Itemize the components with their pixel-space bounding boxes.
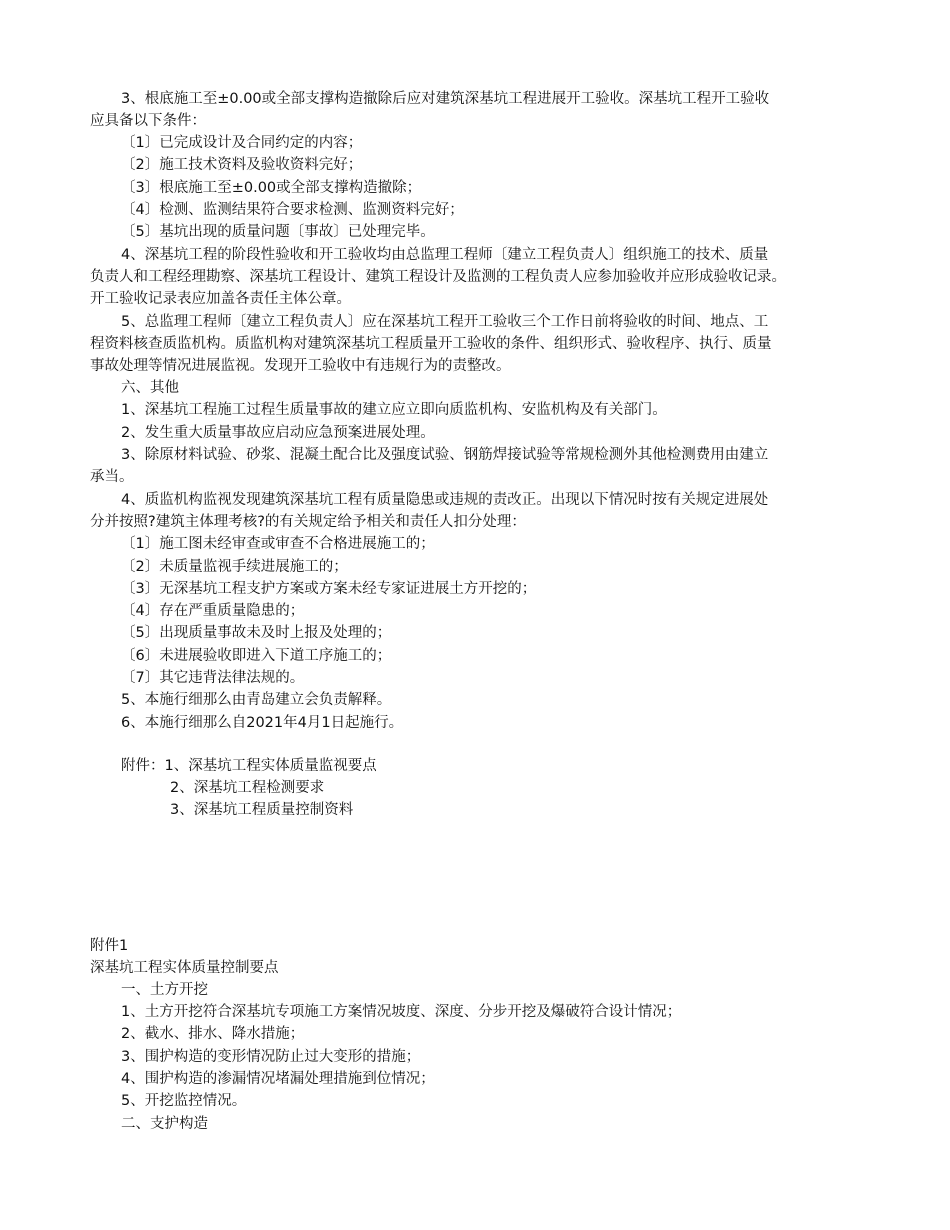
paragraph-line: 开工验收记录表应加盖各责任主体公章。 xyxy=(90,291,351,307)
violation-item: 〔2〕未质量监视手续进展施工的； xyxy=(121,559,348,575)
paragraph-line: 分并按照?建筑主体理考核?的有关规定给予相关和责任人扣分处理： xyxy=(90,514,526,530)
violation-item: 〔4〕存在严重质量隐患的； xyxy=(121,603,305,619)
list-item: 1、土方开挖符合深基坑专项施工方案情况坡度、深度、分步开挖及爆破符合设计情况； xyxy=(121,1004,682,1020)
attachment-item: 2、深基坑工程检测要求 xyxy=(170,780,325,796)
list-item: 3、围护构造的变形情况防止过大变形的措施； xyxy=(121,1049,421,1065)
list-item: 5、本施行细那么由青岛建立会负责解释。 xyxy=(121,692,392,708)
paragraph-line: 承当。 xyxy=(90,469,134,485)
section-heading: 六、其他 xyxy=(121,380,179,396)
paragraph-line: 3、根底施工至±0.00或全部支撑构造撤除后应对建筑深基坑工程进展开工验收。深基坑工程开工验收 xyxy=(121,91,770,107)
paragraph-line: 程资料核查质监机构。质监机构对建筑深基坑工程质量开工验收的条件、组织形式、验收程序、执行、质量 xyxy=(90,336,772,352)
condition-item: 〔5〕基坑出现的质量问题〔事故〕已处理完毕。 xyxy=(121,224,435,240)
violation-item: 〔5〕出现质量事故未及时上报及处理的； xyxy=(121,625,392,641)
condition-item: 〔1〕已完成设计及合同约定的内容； xyxy=(121,135,363,151)
appendix-title: 深基坑工程实体质量控制要点 xyxy=(90,960,279,976)
paragraph-line: 应具备以下条件： xyxy=(90,113,206,129)
list-item: 1、深基坑工程施工过程生质量事故的建立应立即向质监机构、安监机构及有关部门。 xyxy=(121,402,667,418)
paragraph-line: 负责人和工程经理勘察、深基坑工程设计、建筑工程设计及监测的工程负责人应参加验收并应形成验收记录。 xyxy=(90,269,786,285)
appendix-label: 附件1 xyxy=(90,938,129,954)
paragraph-line: 事故处理等情况进展监视。发现开工验收中有违规行为的责整改。 xyxy=(90,358,511,374)
violation-item: 〔3〕无深基坑工程支护方案或方案未经专家证进展土方开挖的； xyxy=(121,581,537,597)
list-item: 5、开挖监控情况。 xyxy=(121,1093,247,1109)
paragraph-line: 4、质监机构监视发现建筑深基坑工程有质量隐患或违规的责改正。出现以下情况时按有关规定进展处 xyxy=(121,492,769,508)
violation-item: 〔6〕未进展验收即进入下道工序施工的； xyxy=(121,648,392,664)
condition-item: 〔4〕检测、监测结果符合要求检测、监测资料完好； xyxy=(121,202,464,218)
attachment-item: 附件：1、深基坑工程实体质量监视要点 xyxy=(121,758,377,774)
paragraph-line: 5、总监理工程师〔建立工程负责人〕应在深基坑工程开工验收三个工作日前将验收的时间、地点、工 xyxy=(121,314,769,330)
list-item: 6、本施行细那么自2021年4月1日起施行。 xyxy=(121,715,404,731)
paragraph-line: 4、深基坑工程的阶段性验收和开工验收均由总监理工程师〔建立工程负责人〕组织施工的技术、质量 xyxy=(121,247,769,263)
section-heading: 二、支护构造 xyxy=(121,1116,208,1132)
violation-item: 〔7〕其它违背法律法规的。 xyxy=(121,670,305,686)
list-item: 4、围护构造的渗漏情况堵漏处理措施到位情况； xyxy=(121,1071,435,1087)
section-heading: 一、土方开挖 xyxy=(121,982,208,998)
paragraph-line: 3、除原材料试验、砂浆、混凝土配合比及强度试验、钢筋焊接试验等常规检测外其他检测费用由建立 xyxy=(121,447,769,463)
condition-item: 〔3〕根底施工至±0.00或全部支撑构造撤除； xyxy=(121,180,422,196)
attachment-item: 3、深基坑工程质量控制资料 xyxy=(170,802,354,818)
violation-item: 〔1〕施工图未经审查或审查不合格进展施工的； xyxy=(121,536,435,552)
list-item: 2、发生重大质量事故应启动应急预案进展处理。 xyxy=(121,425,435,441)
condition-item: 〔2〕施工技术资料及验收资料完好； xyxy=(121,157,363,173)
list-item: 2、截水、排水、降水措施； xyxy=(121,1026,305,1042)
